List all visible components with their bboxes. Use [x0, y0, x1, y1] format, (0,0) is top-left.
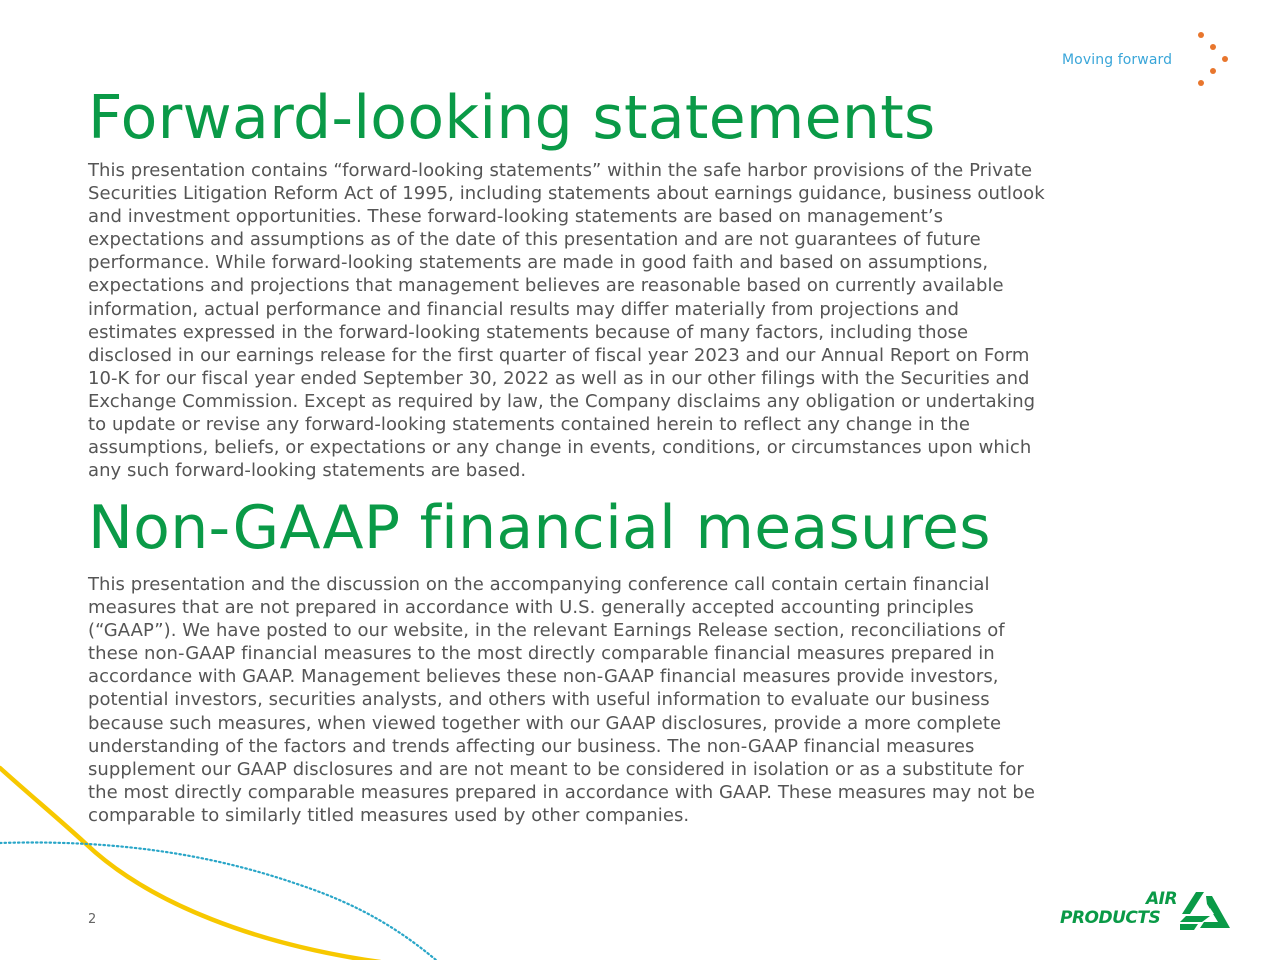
body-line: because such measures, when viewed together with our GAAP disclosures, provide a more complete: [88, 712, 1002, 734]
body-line: these non-GAAP financial measures to the most directly comparable financial measures prepared in: [88, 643, 995, 665]
logo-text-products: PRODUCTS: [1060, 908, 1161, 928]
body-line: understanding of the factors and trends affecting our business. The non-GAAP financial measures: [88, 735, 975, 757]
body-line: accordance with GAAP. Management believes these non-GAAP financial measures provide investors,: [88, 666, 999, 688]
body-line: disclosed in our earnings release for the first quarter of fiscal year 2023 and our Annual Report on Form: [88, 344, 1030, 366]
air-products-triangle-icon: [1180, 892, 1232, 930]
body-line: supplement our GAAP disclosures and are not meant to be considered in isolation or as a substitute for: [88, 758, 1024, 780]
air-products-logo: [1058, 890, 1233, 935]
heading-non-gaap-financial-measures: Non-GAAP financial measures: [88, 493, 991, 563]
logo-text-air: AIR: [1146, 889, 1178, 909]
body-line: expectations and projections that management believes are reasonable based on currently available: [88, 275, 1004, 297]
body-line: the most directly comparable measures prepared in accordance with GAAP. These measures may not be: [88, 781, 1035, 803]
body-line: comparable to similarly titled measures used by other companies.: [88, 804, 690, 826]
body-line: This presentation contains “forward-looking statements” within the safe harbor provisions of the Private: [88, 160, 1033, 181]
tagline: Moving forward: [1062, 52, 1173, 68]
non-gaap-measures-body: [88, 573, 1238, 827]
heading-forward-looking-statements: Forward-looking statements: [88, 83, 936, 153]
body-line: any such forward-looking statements are based.: [88, 460, 527, 482]
body-line: to update or revise any forward-looking statements contained herein to reflect any change in the: [88, 414, 971, 436]
body-line: performance. While forward-looking statements are made in good faith and based on assumptions,: [88, 252, 989, 274]
body-line: potential investors, securities analysts, and others with useful information to evaluate our business: [88, 689, 990, 711]
body-line: Exchange Commission. Except as required by law, the Company disclaims any obligation or undertaking: [88, 390, 1036, 412]
forward-looking-statements-body: [88, 159, 1238, 482]
body-line: measures that are not prepared in accordance with U.S. generally accepted accounting principles: [88, 597, 974, 619]
body-line: (“GAAP”). We have posted to our website, in the relevant Earnings Release section, reconciliations of: [88, 620, 1005, 642]
body-line: and investment opportunities. These forward-looking statements are based on management’s: [88, 206, 944, 228]
blue-dotted-swoosh-line: [0, 842, 436, 960]
body-line: estimates expressed in the forward-looking statements because of many factors, including those: [88, 321, 969, 343]
body-line: information, actual performance and financial results may differ materially from projections and: [88, 298, 959, 320]
moving-forward-dots-icon: [1190, 28, 1240, 88]
body-line: 10-K for our fiscal year ended September 30, 2022 as well as in our other filings with the Securities and: [88, 367, 1030, 389]
body-line: This presentation and the discussion on the accompanying conference call contain certain financial: [88, 574, 990, 595]
body-line: expectations and assumptions as of the date of this presentation and are not guarantees of future: [88, 229, 981, 251]
body-line: Securities Litigation Reform Act of 1995, including statements about earnings guidance, business outlook: [88, 183, 1045, 205]
body-line: assumptions, beliefs, or expectations or any change in events, conditions, or circumstances upon which: [88, 437, 1032, 459]
page-number: 2: [88, 912, 97, 927]
